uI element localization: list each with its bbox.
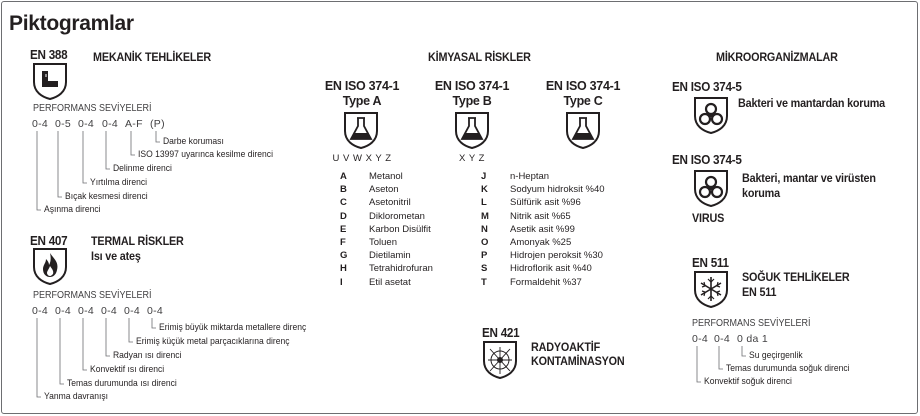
type-c-label: Type C xyxy=(563,94,603,108)
en407-note-4: Konvektif ısı direnci xyxy=(90,364,165,375)
thermal-subheading: Isı ve ateş xyxy=(91,249,141,263)
chemical-code: H xyxy=(340,263,347,275)
mechanical-heading: MEKANİK TEHLİKELER xyxy=(93,50,211,64)
en407-code-1: 0-4 xyxy=(32,305,49,317)
radio-heading-2: KONTAMİNASYON xyxy=(531,354,625,368)
en388-code-5: A-F xyxy=(125,118,143,130)
chemical-name: Aseton xyxy=(369,184,399,196)
chemical-name: Amonyak %25 xyxy=(510,237,572,248)
chemical-code: L xyxy=(481,197,487,209)
chemical-name: Sülfürik asit %96 xyxy=(510,197,581,209)
en388-standard: EN 388 xyxy=(30,47,68,62)
chemical-name: Toluen xyxy=(369,237,397,248)
chemical-name: Hidroflorik asit %40 xyxy=(510,263,592,275)
type-a-letters: U V W X Y Z xyxy=(332,153,392,164)
micro-1-standard: EN ISO 374-5 xyxy=(672,79,742,94)
chemical-code: J xyxy=(481,171,487,182)
chemical-code: F xyxy=(340,237,346,248)
en407-note-1: Erimiş büyük miktarda metallere direnç xyxy=(159,322,307,333)
micro-1-text: Bakteri ve mantardan koruma xyxy=(738,96,886,110)
chemical-name: Hidrojen peroksit %30 xyxy=(510,250,603,262)
chemical-code: E xyxy=(340,223,347,235)
en407-note-3: Radyan ısı direnci xyxy=(113,350,182,361)
en388-note-1: Darbe koruması xyxy=(163,136,224,147)
chemical-name: Diklorometan xyxy=(369,210,425,222)
en511-perf-label: PERFORMANS SEVİYELERİ xyxy=(692,318,811,329)
chemical-code: M xyxy=(481,210,489,222)
type-a-standard: EN ISO 374-1 xyxy=(324,79,400,93)
chemical-code: S xyxy=(481,263,488,275)
thermal-heading: TERMAL RİSKLER xyxy=(91,234,184,248)
en388-code-4: 0-4 xyxy=(102,118,119,130)
chemical-name: Asetik asit %99 xyxy=(510,223,575,235)
en421-standard: EN 421 xyxy=(482,325,520,340)
en511-code-1: 0-4 xyxy=(692,333,709,345)
en407-note-2: Erimiş küçük metal parçacıklarına direnç xyxy=(136,336,290,347)
en388-code-2: 0-5 xyxy=(55,118,72,130)
en511-standard: EN 511 xyxy=(692,255,729,270)
cold-heading-2: EN 511 xyxy=(742,285,777,299)
en407-code-5: 0-4 xyxy=(124,305,141,317)
micro-2-text-1: Bakteri, mantar ve virüsten xyxy=(742,171,876,185)
micro-2-text-2: koruma xyxy=(742,186,780,200)
chemical-code: B xyxy=(340,184,347,196)
chemical-name: Nitrik asit %65 xyxy=(510,210,571,222)
en388-note-4: Yırtılma direnci xyxy=(90,177,148,188)
chemical-code: N xyxy=(481,223,488,235)
chemical-code: T xyxy=(481,276,487,288)
cold-heading-1: SOĞUK TEHLİKELER xyxy=(742,270,850,284)
en388-code-1: 0-4 xyxy=(32,118,49,130)
en388-code-3: 0-4 xyxy=(78,118,95,130)
chemical-name: Metanol xyxy=(369,171,403,182)
type-b-standard: EN ISO 374-1 xyxy=(434,79,510,93)
en388-note-6: Aşınma direnci xyxy=(44,204,101,215)
chemical-code: P xyxy=(481,250,488,262)
radio-heading-1: RADYOAKTİF xyxy=(531,340,601,354)
virus-label: VIRUS xyxy=(692,211,725,225)
chemical-name: Sodyum hidroksit %40 xyxy=(510,184,605,196)
chemical-code: C xyxy=(340,197,347,209)
en511-note-3: Konvektif soğuk direnci xyxy=(704,376,792,387)
type-b-letters: X Y Z xyxy=(459,153,485,164)
chemical-code: I xyxy=(340,276,343,288)
en407-code-2: 0-4 xyxy=(55,305,72,317)
chemical-heading: KİMYASAL RİSKLER xyxy=(428,50,531,64)
type-a-label: Type A xyxy=(342,94,382,108)
chemical-name: n-Heptan xyxy=(510,171,550,182)
chemical-name: Formaldehit %37 xyxy=(510,276,582,288)
en388-note-5: Bıçak kesmesi direnci xyxy=(65,191,148,202)
en511-code-2: 0-4 xyxy=(714,333,731,345)
chemical-code: O xyxy=(481,237,489,248)
chemical-code: K xyxy=(481,184,488,196)
chemical-name: Dietilamin xyxy=(369,250,411,262)
en407-code-3: 0-4 xyxy=(78,305,95,317)
chemical-code: G xyxy=(340,250,348,262)
chemical-name: Tetrahidrofuran xyxy=(369,263,433,275)
en407-code-4: 0-4 xyxy=(101,305,118,317)
en407-perf-label: PERFORMANS SEVİYELERİ xyxy=(33,290,152,301)
micro-2-standard: EN ISO 374-5 xyxy=(672,152,742,167)
en511-code-3: 0 da 1 xyxy=(737,333,768,345)
chemical-name: Etil asetat xyxy=(369,276,411,288)
chemical-code: A xyxy=(340,171,347,182)
chemical-code: D xyxy=(340,210,347,222)
en511-note-2: Temas durumunda soğuk direnci xyxy=(726,363,850,374)
en511-note-1: Su geçirgenlik xyxy=(749,350,803,361)
en388-perf-label: PERFORMANS SEVİYELERİ xyxy=(33,103,152,114)
chemical-name: Karbon Disülfit xyxy=(369,223,431,235)
en407-code-6: 0-4 xyxy=(147,305,164,317)
chemical-name: Asetonitril xyxy=(369,197,411,209)
en407-note-5: Temas durumunda ısı direnci xyxy=(67,378,177,389)
type-c-standard: EN ISO 374-1 xyxy=(545,79,621,93)
micro-heading: MİKROORGANİZMALAR xyxy=(716,50,838,64)
en407-note-6: Yanma davranışı xyxy=(44,391,109,402)
en388-code-6: (P) xyxy=(150,118,165,130)
en388-note-3: Delinme direnci xyxy=(113,163,172,174)
en407-standard: EN 407 xyxy=(30,233,68,248)
page-title: Piktogramlar xyxy=(9,12,134,35)
en388-note-2: ISO 13997 uyarınca kesilme direnci xyxy=(138,149,273,160)
type-b-label: Type B xyxy=(452,94,492,108)
